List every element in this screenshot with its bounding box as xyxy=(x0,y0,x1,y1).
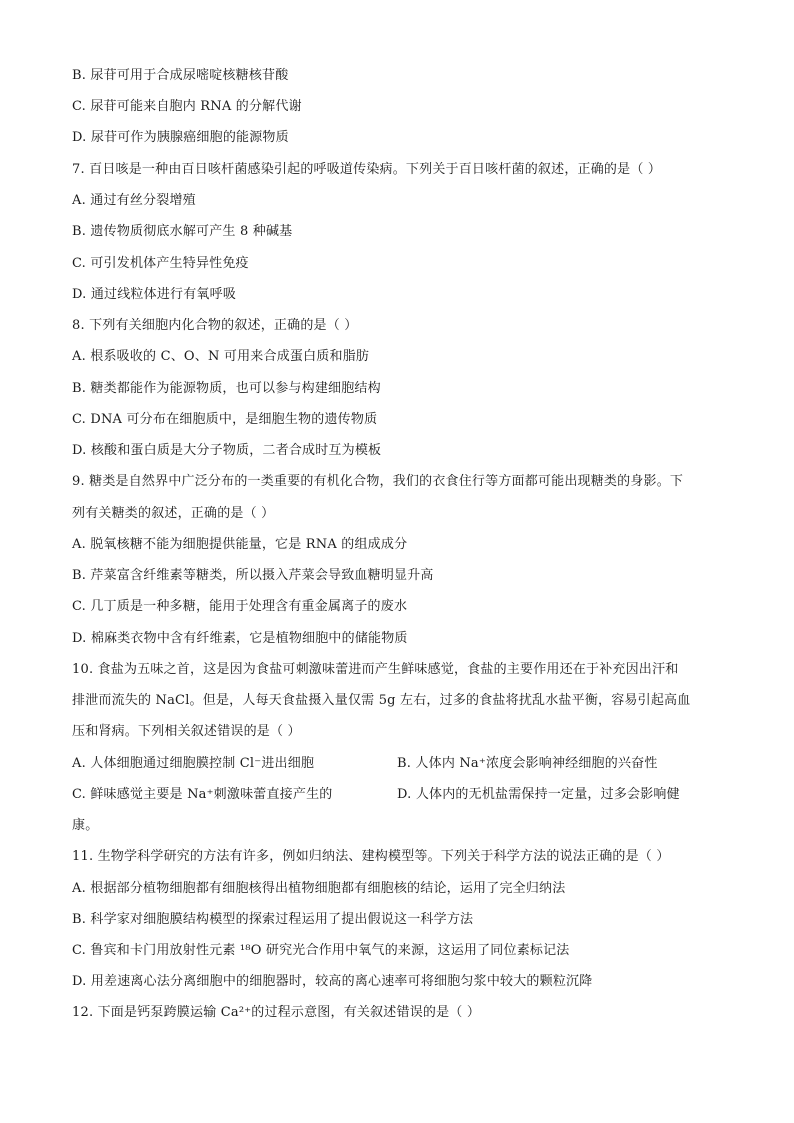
option-c-q8: C. DNA 可分布在细胞质中，是细胞生物的遗传物质 xyxy=(72,412,378,427)
option-c-q11: C. 鲁宾和卡门用放射性元素 ¹⁸O 研究光合作用中氧气的来源，这运用了同位素标记法 xyxy=(72,943,570,958)
option-c-q7: C. 可引发机体产生特异性免疫 xyxy=(72,256,249,271)
option-a-q11: A. 根据部分植物细胞都有细胞核得出植物细胞都有细胞核的结论，运用了完全归纳法 xyxy=(72,881,566,896)
option-d-q6: D. 尿苷可作为胰腺癌细胞的能源物质 xyxy=(72,130,289,145)
option-b-q9: B. 芹菜富含纤维素等糖类，所以摄入芹菜会导致血糖明显升高 xyxy=(72,568,434,583)
option-b-q6: B. 尿苷可用于合成尿嘧啶核糖核苷酸 xyxy=(72,68,289,83)
option-d-q7: D. 通过线粒体进行有氧呼吸 xyxy=(72,287,237,302)
option-d-q10-cont: 康。 xyxy=(72,818,99,833)
option-b-q8: B. 糖类都能作为能源物质，也可以参与构建细胞结构 xyxy=(72,381,381,396)
option-c-q10: C. 鲜味感觉主要是 Na⁺刺激味蕾直接产生的 xyxy=(72,787,333,802)
option-a-q7: A. 通过有丝分裂增殖 xyxy=(72,193,196,208)
option-b-q7: B. 遗传物质彻底水解可产生 8 种碱基 xyxy=(72,224,293,239)
question-10-cont-2: 压和肾病。下列相关叙述错误的是（ ） xyxy=(72,724,301,739)
question-10: 10. 食盐为五味之首，这是因为食盐可刺激味蕾进而产生鲜味感觉，食盐的主要作用还在于补充因出汗和 xyxy=(72,662,679,677)
question-12: 12. 下面是钙泵跨膜运输 Ca²⁺的过程示意图，有关叙述错误的是（ ） xyxy=(72,1005,481,1020)
question-9-cont: 列有关糖类的叙述，正确的是（ ） xyxy=(72,506,275,521)
option-a-q8: A. 根系吸收的 C、O、N 可用来合成蛋白质和脂肪 xyxy=(72,349,370,364)
option-a-q9: A. 脱氧核糖不能为细胞提供能量，它是 RNA 的组成成分 xyxy=(72,537,408,552)
question-9: 9. 糖类是自然界中广泛分布的一类重要的有机化合物，我们的衣食住行等方面都可能出现糖类的身影。下 xyxy=(72,474,684,489)
option-d-q9: D. 棉麻类衣物中含有纤维素，它是植物细胞中的储能物质 xyxy=(72,631,408,646)
option-b-q10: B. 人体内 Na⁺浓度会影响神经细胞的兴奋性 xyxy=(397,756,658,771)
option-d-q8: D. 核酸和蛋白质是大分子物质，二者合成时互为模板 xyxy=(72,443,382,458)
question-7: 7. 百日咳是一种由百日咳杆菌感染引起的呼吸道传染病。下列关于百日咳杆菌的叙述，正确的是（ ） xyxy=(72,162,662,177)
option-c-q6: C. 尿苷可能来自胞内 RNA 的分解代谢 xyxy=(72,99,302,114)
option-d-q11: D. 用差速离心法分离细胞中的细胞器时，较高的离心速率可将细胞匀浆中较大的颗粒沉降 xyxy=(72,974,593,989)
option-c-q9: C. 几丁质是一种多糖，能用于处理含有重金属离子的废水 xyxy=(72,599,408,614)
question-8: 8. 下列有关细胞内化合物的叙述，正确的是（ ） xyxy=(72,318,358,333)
question-10-cont-1: 排泄而流失的 NaCl。但是，人每天食盐摄入量仅需 5g 左右，过多的食盐将扰乱水盐平衡，容易引起高血 xyxy=(72,693,691,708)
option-d-q10: D. 人体内的无机盐需保持一定量，过多会影响健 xyxy=(397,787,680,802)
question-11: 11. 生物学科学研究的方法有许多，例如归纳法、建构模型等。下列关于科学方法的说法正确的是（ ） xyxy=(72,849,670,864)
option-a-q10: A. 人体细胞通过细胞膜控制 Cl⁻进出细胞 xyxy=(72,756,315,771)
option-b-q11: B. 科学家对细胞膜结构模型的探索过程运用了提出假说这一科学方法 xyxy=(72,912,474,927)
